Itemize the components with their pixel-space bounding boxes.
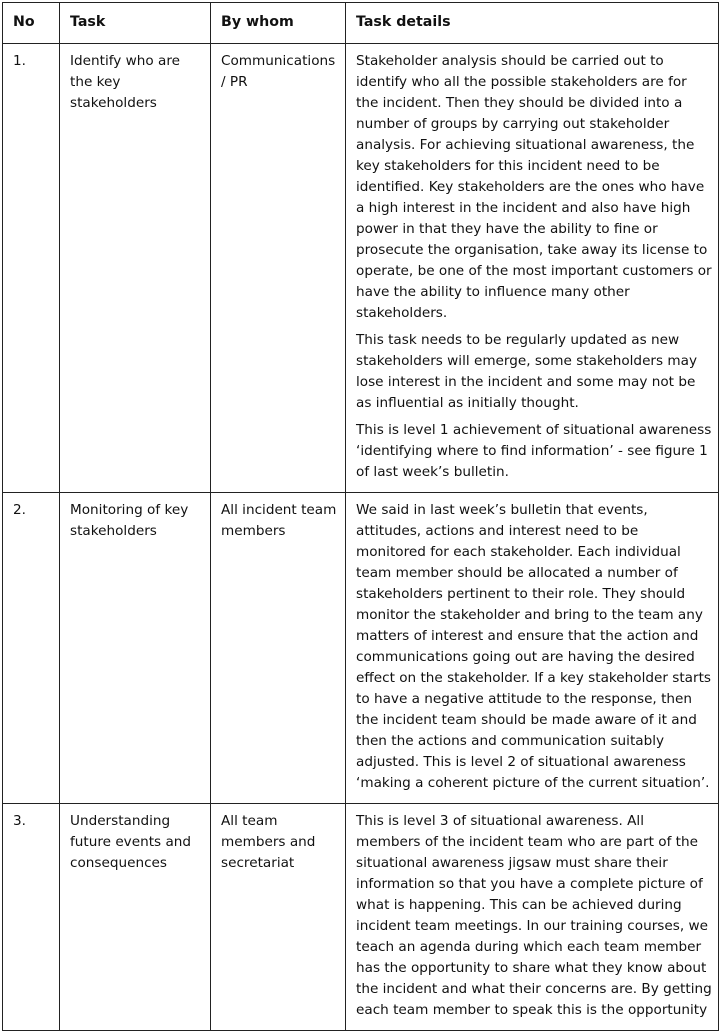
header-task: Task (60, 3, 211, 44)
header-by-whom: By whom (211, 3, 346, 44)
table-row (3, 44, 719, 493)
row-by-whom: Communications / PR (211, 44, 346, 493)
row-number: 1. (3, 44, 60, 493)
details-paragraph: This task needs to be regularly updated as new stakeholders will emerge, some stakeholders may lose interest in the incident and some may not be as influential as initially thought. (356, 332, 698, 411)
header-row (3, 3, 719, 44)
table-row (3, 493, 719, 804)
row-by-whom: All team members and secretariat (211, 804, 346, 1031)
row-task-details (346, 493, 719, 804)
row-task: Monitoring of key stakeholders (60, 493, 211, 804)
details-paragraph: This is level 3 of situational awareness. All members of the incident team who are part of the situational awareness jigsaw must share their information so that you have a complete picture of what is happening. This can be achieved during incident team meetings. In our training courses, we teach an agenda during which each team member has the opportunity to share what they know about the incident and what their concerns are. By getting each team member to speak this is the opportunity (356, 813, 712, 1018)
task-table (2, 2, 719, 1031)
row-number: 2. (3, 493, 60, 804)
row-task-details (346, 804, 719, 1031)
header-no: No (3, 3, 60, 44)
row-number: 3. (3, 804, 60, 1031)
row-task: Understanding future events and consequences (60, 804, 211, 1031)
row-by-whom: All incident team members (211, 493, 346, 804)
details-paragraph: Stakeholder analysis should be carried out to identify who all the possible stakeholders are for the incident. Then they should be divided into a number of groups by carrying out stakeholder analysis. For achieving situational awareness, the key stakeholders for this incident need to be identified. Key stakeholders are the ones who have a high interest in the incident and also have high power in that they have the ability to fine or prosecute the organisation, take away its license to operate, be one of the most important customers or have the ability to influence many other stakeholders. (356, 53, 712, 321)
document-page (2, 2, 718, 1031)
header-task-details: Task details (346, 3, 719, 44)
details-paragraph: This is level 1 achievement of situational awareness ‘identifying where to find information’ - see figure 1 of last week’s bulletin. (356, 422, 712, 480)
table-row (3, 804, 719, 1031)
row-task-details (346, 44, 719, 493)
row-task: Identify who are the key stakeholders (60, 44, 211, 493)
details-paragraph: We said in last week’s bulletin that events, attitudes, actions and interest need to be monitored for each stakeholder. Each individual team member should be allocated a number of stakeholders pertinent to their role. They should monitor the stakeholder and bring to the team any matters of interest and ensure that the action and communications going out are having the desired effect on the stakeholder. If a key stakeholder starts to have a negative attitude to the response, then the incident team should be made aware of it and then the actions and communication suitably adjusted. This is level 2 of situational awareness ‘making a coherent picture of the current situation’. (356, 502, 712, 791)
